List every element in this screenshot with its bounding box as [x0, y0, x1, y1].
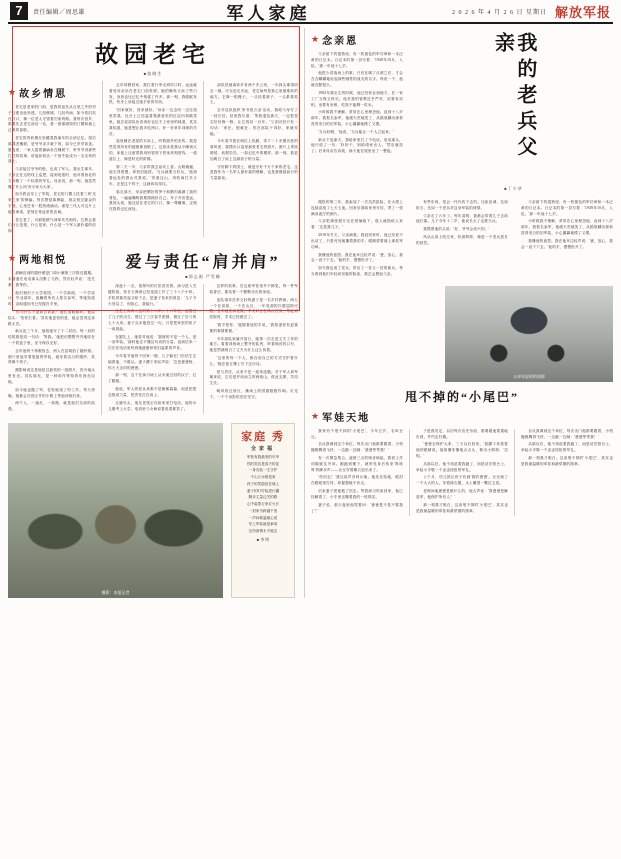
column-divider: [203, 81, 204, 237]
sub-section-label: 两地相悦: [19, 255, 68, 267]
poem-title: [235, 428, 291, 452]
right-col1b: 服役的第三年，我参加了一次抗洪抢险，在大堤上连续奋战了七天七夜。回来后我给家里写信，寄了一张满身泥泞的照片。 父亲把那张照片压在玻璃板下，逢人就指给人家看：'这是我儿子。' 2018年冬天，父亲病重。我赶回家时，他已经说不出话了，只是死死地攥着我的手，眼睛望着墙上那枚军功章。 我懂他的意思。我在他耳边轻声说：'爸，放心，我会一直干下去。'他的手，慢慢松开了。 如今我也成了老兵，带出了一茬又一茬的新兵。每当看到他们年轻而坚毅的脸庞，我总会想起父亲。: [311, 200, 403, 276]
poem-subtitle: 全家福: [250, 446, 275, 452]
column-divider: [203, 284, 204, 414]
article3-headline: 爱与责任“肩并肩”: [125, 254, 281, 272]
right-col2: 有些东西，是会一代代传下去的。比如忠诚，比如担当，比如一个老兵对这身军装的深情。 父亲走了六年了。每年清明，我都会带着儿子去给他扫墓。儿子今年十二岁，他说长大了也要当兵。 我摸着他的头说：'好，爷爷会高兴的。' 风从山岗上吹过来，松涛阵阵，像是一个老兵悠长的回答。: [416, 200, 508, 245]
poem-lines: 军营有我最美的年华 你的笑容是春天的花 一身戎装一生守护 千山万水都是家 孩子的笑脸挂在墙上 妻子的叮咛装进行囊 脚步丈量边关的路 心中装着万家灯火长 一封家书跨越千里 一声问候温暖心底 穿上军装就是承诺 这份深情永不褪去: [246, 454, 280, 534]
article1-headline: 故园老宅: [95, 42, 211, 67]
publication-date: 2 0 2 6 年 4 月 2 6 日 星期日: [451, 9, 547, 16]
sub-section-label: 念亲恩: [322, 36, 359, 47]
star-icon: ★: [311, 34, 320, 44]
column-divider: [102, 81, 103, 237]
right-col1: 父亲留下的遗物里，有一枚褪色的军功章和一本泛黄的日记本。日记本的第一页写着：'1949年10月，入伍。'那一年他十七岁。 他很少讲战场上的事。只有在喝了点酒之后，才会含含糊糊地说起那些牺牲的战友的名字。每说一个，他就沉默很久。 1982年我出生的时候，他已经转业到地方，在一家工厂当保卫科长。他对我的管教近乎严苛，站要有站相，坐要有坐相，吃饭不能剩一粒米。 小时候我不理解，常常在心里埋怨他。直到十八岁那年，我报名参军，他破天荒地笑了，从箱底翻出那套洗得发白的旧军装，小心翼翼地摸了又摸。 '当兵好啊，'他说，'当兵能让一个人立起来。' 新兵下连那天，我给家里打了个电话。电话那头，他只说了一句：'好好干，别给咱家丢人。'然后就挂了。后来母亲告诉我，那天他在屋里坐了一整夜。: [311, 52, 403, 154]
article3-byline: ■郭志刚 严雪峰: [185, 274, 221, 280]
bottom-col2: 于是我决定，以后每次出任务前，都要跟他郑重地告别，并约定归期。 '爸爸去保护大家，三天以后回来。'我蹲下来看着他的眼睛说。他似懂非懂地点点头，伸出小拇指：'拉钩。' 从那以后，他不再追着我跑了，而是站在阳台上，举起小手敬一个歪歪扭扭的军礼。 上个月，幼儿园让孩子们画'我的爸爸'。豆豆画了一个大大的人，穿着绿衣服，头上戴着一颗红五星。 老师问他爸爸是做什么的，他大声说：'我爸爸是解放军，他保护所有人！' 那一刻我才明白，这条甩不掉的'小尾巴'，其实也是我最温暖的牵挂和最骄傲的勋章。: [416, 428, 508, 513]
photo-caption: 父亲年轻时的留影: [513, 373, 545, 379]
right-column-group: [311, 28, 613, 598]
article3-col2: 这样的故事，在这座军营里并不鲜见。每一件军装背后，都站着一个默默付出的家庭。 连队指导员李文轩的妻子是一名乡村教师。两人一个在高原，一个在山区，一年见面的次数屈指可数。去年她生病住院，李文轩正在执行任务，等赶到医院时，手术已经做完了。 '我不怪你，'她握着他的手说，'我知道你有更重要的事情要做。' 今年部队家属开放日，她第一次走进丈夫工作的地方。看着训练场上整齐的队列，听着响亮的口号，她忽然就明白了丈夫为什么这么执着。 '这里的每一个人，都在用自己的方式守护着什么。'她在留言簿上写下这句话。 爱与责任，从来不是一道单选题。对于军人和军属来说，它们是并肩而立的两座山，彼此支撑，共同生长。 晚风吹过营区，操场上的国旗猎猎作响。灯光下，一个个身影依旧在坚守。: [209, 284, 298, 399]
right-byline: ■丁少华: [504, 186, 523, 191]
sub-section-guxiangqingsi: [8, 85, 96, 100]
photo-caption: 摄影：本报记者: [101, 589, 130, 595]
article-liangdixiangyue: [8, 247, 95, 415]
article2-body: 那辆迟到的婚纱照是门周小满第三次推迟婚期。未婚妻在电话那头沉默了几秒，然后轻声说：'没关系，我等你。' 他们相识于大学校园，一个学新闻，一个学设计。毕业那年，他瞒着所有人报名参军，等她知道时，录取通知书已经握在手里。 '你为什么不提前告诉我？'她红着眼睛问。他挠挠头：'怕你拦着。'其实他更怕的是，她会觉得这条路太苦。 新兵连三个月，他给她写了十二封信。每一封的结尾都是同一句话：'等我。'她把信整整齐齐地收在一个铁盒子里，至今保存完好。 去年他终于休假回去，两人在县城拍了婚纱照。照片里他穿着笔挺的军装，她穿着洁白的婚纱，笑得像个孩子。 摄影师说这是他拍过最美的一组照片，因为镜头里有光。其实那光，是一种叫作等待的东西在闪烁。 如今她也随了军，在驻地找了份工作。每天傍晚，她都会在营区外的小路上等他训练归来。 两个人，一盏灯，一条路，就是他们全部的浪漫。: [8, 271, 96, 412]
right-headline-block: [416, 28, 611, 196]
article-xiaoweiba: [311, 388, 613, 517]
article-gu-yuan-lao-zhai: [8, 36, 298, 237]
bottom-col1: 我家有个甩不掉的'小尾巴'，今年五岁，名叫豆豆。 自从我调到这个单位，每次出门他都要跟着，小短腿倒腾得飞快，一边跑一边喊：'爸爸等等我！' 有一次紧急集合，凌晨三点的哨音响起，我套上作训服就往外冲。刚跑到楼下，就听见身后传来'咚咚咚'的脚步声——豆豆穿着睡衣追出来了。 '你回去！'我压低声音呵斥他。他站在原地，眼泪在眼眶里打转，却倔强地不肯走。 后来妻子把他抱了回去。等我演习结束回家，他已经睡着了，小手里还攥着我的一枚领花。 妻子说，那天夜里他哭着问：'爸爸是不是不要我了？': [311, 428, 403, 513]
article3-col1: 深夜十一点，指挥所的灯依旧亮着。演习进入关键阶段，营长王海涛已经连续工作了三十八个小时。手机屏幕亮起又暗下去，是妻子发来的消息：'儿子今天发烧了，别担心，我能行。' 这是王海涛入伍的第十六年。十六年里，他错过了儿子的出生、错过了三次春节团圆、错过了岳父的七十大寿。妻子从未抱怨过一句，只是把家里的担子一肩挑起。 在婚礼上，她曾对他说：'我嫁的不是一个人，是一身军装。'那时他还不懂这句话的分量，直到后来一次次在电话里听到她疲惫却依旧温柔的声音。 今年春节他终于回家一趟，儿子躲在门后怯生生地看他，不敢认。妻子蹲下来轻声说：'这是爸爸呀，你天天念叨的爸爸。' 那一刻，这个在演习场上从未流过泪的汉子，红了眼眶。 他说，军人的爱从来都不是朝朝暮暮，而是把思念熬成力量，把责任扛在肩上。 走廊尽头，战友老张正在给家里打电话。他的女儿刚考上大学，电话里父女俩说着说着都笑了。: [108, 284, 197, 411]
sub-section-label: 故乡情思: [19, 89, 68, 100]
left-column-group: [8, 28, 298, 598]
article1-col1: 老宅是老家的门面，是我的祖先从百里之外的村子迁徙至此所建，几经修缮，几经风雨，如今依旧站在村口，像一位老人守望着归家的路。我每次回乡，都要先去老宅前站一站，看一看那斑驳的门楣和墙上泛黄的春联。 老宅的青砖黛瓦里藏着我童年的全部记忆。屋后那棵老槐树，是爷爷亲手栽下的，如今已亭亭如盖。夏夜里，一家人摇着蒲扇坐在槐树下，听爷爷讲那些打仗的故事，讲他如何从一个放牛娃成为一名光荣的战士。 父亲接过爷爷的枪，也成了军人。我出生那年，父亲正在边防线上巡逻，接到电报时，他对着西北的方向敬了一个标准的军礼。母亲说，那一刻，她忽然懂了什么叫'舍小家为大家'。 如今我也穿上了军装，老宅的门楣上挂着三块'光荣之家'的牌匾。每次擦拭那牌匾，指尖划过鎏金的字迹，心里总有一股热流涌动。那是三代人对这片土地的承诺，是刻在骨血里的忠诚。 老宅老了，可那股精气神却代代相传。它教会我们什么是根，什么是家，什么是一个军人最朴素的信仰。: [8, 105, 97, 234]
bottom-headline: 甩不掉的“小尾巴”: [404, 389, 519, 404]
article1-col3: 部队驻地离家乡有两千多公里，一年到头难得回去一趟。可无论走多远，老宅始终是我心里最柔软的地方。它像一根绳子，一头拴着游子，一头系着故土。 去年连队组织'家书抵万金'活动，我给父母写了一封长信。信里我写道：'等我退伍那天，一定把老宅好好修一修，让它再站一百年。'父亲回信只有一句话：'家在，根就在；你在部队干得好，家就安稳。' 今年春节我在哨位上执勤，零下二十多摄氏度的寒风里，我摸出口袋里那张老宅的照片。照片上青砖斑驳，炊烟袅袅，一如记忆中的模样。那一刻，我更加明白了肩上这副担子的分量。 守好脚下的国土，就是守好千万个家的老宅。这是我作为一名军人最朴素的理解，也是我继续前行的力量源泉。: [209, 83, 298, 181]
page-number: 7: [10, 2, 28, 20]
sub-section-label: 军娃天地: [322, 412, 371, 424]
poem-title-text: 家庭: [241, 430, 268, 443]
right-big-title: 我的老兵父亲: [491, 32, 536, 162]
poem-box: [231, 423, 295, 598]
column-divider: [514, 429, 515, 517]
family-photo: [8, 423, 223, 598]
article-ai-yu-zeren: [108, 247, 298, 415]
right-col3: 父亲留下的遗物里，有一枚褪色的军功章和一本泛黄的日记本。日记本的第一页写着：'1949年10月，入伍。'那一年他十七岁。 小时候我不理解，常常在心里埋怨他。直到十八岁那年，我报名参军，他破天荒地笑了，从箱底翻出那套洗得发白的旧军装，小心翼翼地摸了又摸。 我懂他的意思。我在他耳边轻声说：'爸，放心，我会一直干下去。'他的手，慢慢松开了。: [521, 200, 613, 249]
column-divider: [101, 247, 102, 415]
article-nianqinen: [311, 28, 403, 157]
column-divider: [409, 429, 410, 517]
newspaper-brand: 解放军报: [554, 4, 611, 20]
star-icon: ★: [8, 87, 17, 97]
masthead: [8, 0, 613, 24]
poem-title-accent: 秀: [271, 430, 285, 443]
star-icon: ★: [311, 410, 320, 421]
star-icon: ★: [8, 253, 17, 264]
editors-credit: 责任编辑／周思雄: [33, 9, 86, 16]
poem-signature: ■ 李 明: [256, 536, 270, 542]
article1-byline: ■莫晓生: [143, 71, 163, 76]
section-title: 军人家庭: [226, 3, 311, 23]
bottom-col3: 自从我调到这个单位，每次出门他都要跟着，小短腿倒腾得飞快，一边跑一边喊：'爸爸等等我！' 从那以后，他不再追着我跑了，而是站在阳台上，举起小手敬一个歪歪扭扭的军礼。 那一刻我才明白，这条甩不掉的'小尾巴'，其实也是我最温暖的牵挂和最骄傲的勋章。: [521, 428, 613, 466]
veteran-bicycle-photo: [445, 286, 613, 382]
column-divider: [304, 28, 305, 598]
article1-col2: 去年休假回家，我扛着行李走到村口时，远远就看见母亲站在老宅门前张望。她的鬓角又添了些白发，身形也比记忆中佝偻了许多。那一刻，我眼眶发热，快步上前接过她手里的东西。 '回来就好，回来就好。'母亲一边念叨一边往屋里带我，灶台上已经温着我最爱吃的红烧肉和酸菜鱼。她总说部队伙食再好也比不上家里的味道，其实我知道，她是想让我多吃两口，补一补常年训练的辛苦。 夜里睡在老屋的木床上，听着窗外的虫鸣，我忽然觉得所有的疲惫都消散了。这张床是我从小睡到大的，床板上还留着我用铅笔刻下的身高刻度线，一道道往上，像是时光的阶梯。 第二天一早，父亲带我去祖坟上香。山路蜿蜒，他走得很慢，却依旧挺拔。'当兵就要当好兵，'他指着远处的群山对我说，'你看这山，风吹雨打多少年，还是这个样子，这就叫站得住。' 临走那天，母亲把晒好的笋干和腊肉塞满了我的背包，一遍遍嘱咐我要照顾好自己。车子开出很远，我回头看，她还站在老宅的门口，像一尊雕像，定格在我的记忆深处。: [108, 83, 198, 212]
